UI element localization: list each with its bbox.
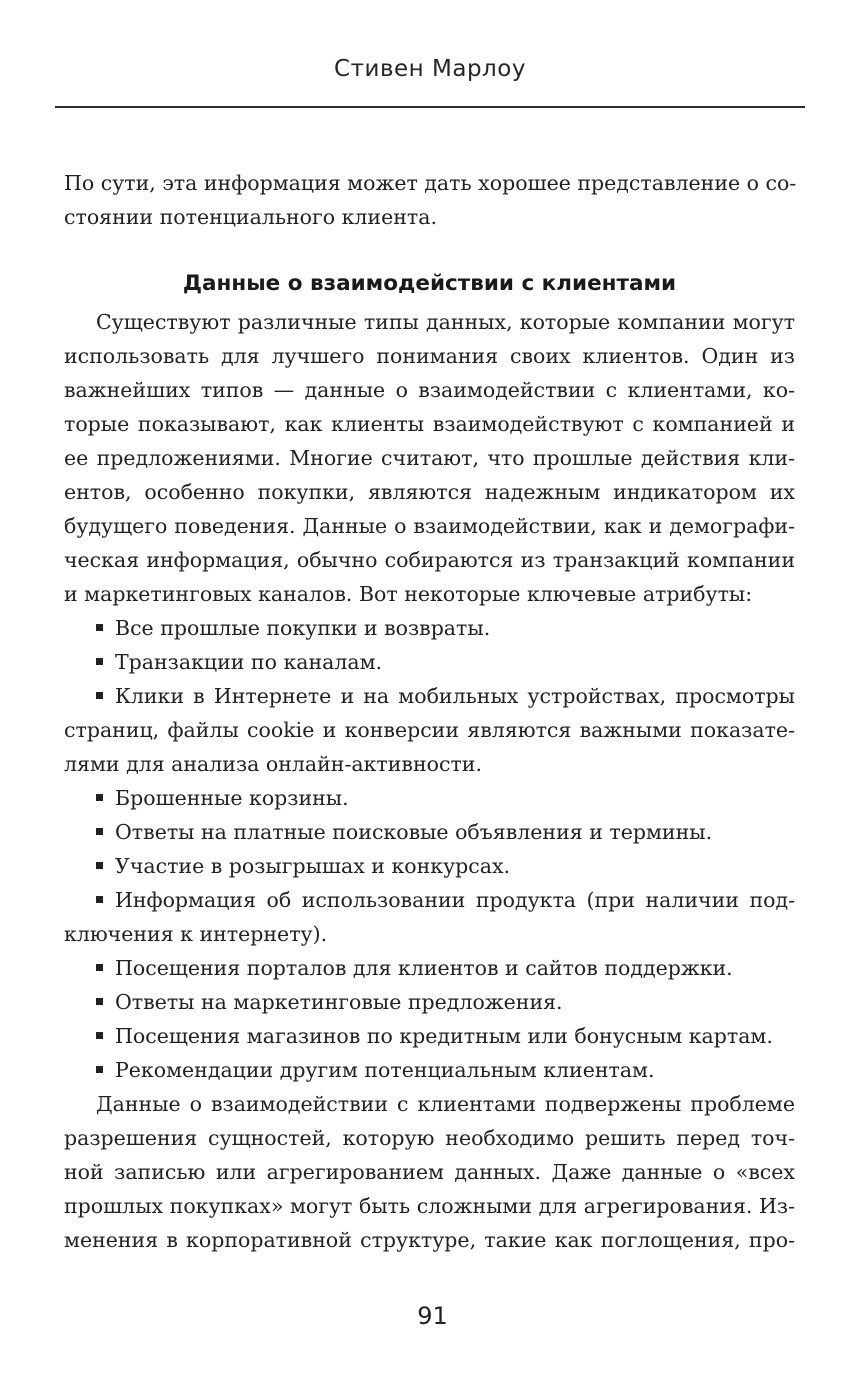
- bullet-item: Брошенные корзины.: [64, 781, 795, 815]
- bullet-square-icon: [96, 794, 103, 801]
- bullet-square-icon: [96, 896, 103, 903]
- bullet-item: Ответы на платные поисковые объявления и термины.: [64, 815, 795, 849]
- paragraph-line: Данные о взаимодействии с клиентами подвержены проблеме: [96, 1092, 795, 1116]
- paragraph-line: Существуют различные типы данных, которые компании могут: [96, 310, 795, 334]
- paragraph-line: ее предложениями. Многие считают, что прошлые действия кли-: [64, 446, 795, 470]
- paragraph-line: ческая информация, обычно собираются из транзакций компании: [64, 548, 795, 572]
- paragraph-line: прошлых покупках» могут быть сложными для агрегирования. Из-: [64, 1194, 795, 1218]
- bullet-item: Посещения порталов для клиентов и сайтов поддержки.: [64, 951, 795, 985]
- bullet-continuation-line: лями для анализа онлайн-активности.: [64, 752, 482, 776]
- bullet-square-icon: [96, 692, 103, 699]
- bullet-square-icon: [96, 658, 103, 665]
- section-heading: Данные о взаимодействии с клиентами: [182, 271, 677, 296]
- page-number: 91: [417, 1302, 448, 1330]
- bullet-square-icon: [96, 862, 103, 869]
- bullet-item: Посещения магазинов по кредитным или бонусным картам.: [64, 1019, 795, 1053]
- paragraph-line: менения в корпоративной структуре, такие как поглощения, про-: [64, 1228, 795, 1252]
- header-divider: [55, 106, 805, 108]
- intro-line: По сути, эта информация может дать хорошее представление о со-: [64, 171, 797, 195]
- bullet-continuation-line: ключения к интернету).: [64, 922, 328, 946]
- paragraph-line: торые показывают, как клиенты взаимодействуют с компанией и: [64, 412, 795, 436]
- bullet-item: Клики в Интернете и на мобильных устройствах, просмотры: [64, 679, 795, 713]
- paragraph-line: ной записью или агрегированием данных. Даже данные о «всех: [64, 1160, 795, 1184]
- paragraph-line: разрешения сущностей, которую необходимо решить перед точ-: [64, 1126, 795, 1150]
- paragraph-line: ентов, особенно покупки, являются надежным индикатором их: [64, 480, 795, 504]
- running-header: Стивен Марлоу: [334, 56, 526, 82]
- paragraph-line: использовать для лучшего понимания своих клиентов. Один из: [64, 344, 795, 368]
- bullet-square-icon: [96, 828, 103, 835]
- bullet-square-icon: [96, 998, 103, 1005]
- page-body: [64, 166, 795, 1257]
- bullet-continuation-line: страниц, файлы cookie и конверсии являются важными показате-: [64, 718, 795, 742]
- paragraph-line: и маркетинговых каналов. Вот некоторые ключевые атрибуты:: [64, 582, 753, 606]
- bullet-item: Информация об использовании продукта (при наличии под-: [64, 883, 795, 917]
- bullet-item: Ответы на маркетинговые предложения.: [64, 985, 795, 1019]
- bullet-item: Все прошлые покупки и возвраты.: [64, 611, 795, 645]
- paragraph-line: будущего поведения. Данные о взаимодействии, как и демографи-: [64, 514, 795, 538]
- bullet-square-icon: [96, 624, 103, 631]
- intro-line: стоянии потенциального клиента.: [64, 205, 437, 229]
- bullet-item: Транзакции по каналам.: [64, 645, 795, 679]
- paragraph-line: важнейших типов — данные о взаимодействии с клиентами, ко-: [64, 378, 795, 402]
- bullet-square-icon: [96, 964, 103, 971]
- bullet-square-icon: [96, 1032, 103, 1039]
- bullet-item: Рекомендации другим потенциальным клиентам.: [64, 1053, 795, 1087]
- bullet-item: Участие в розыгрышах и конкурсах.: [64, 849, 795, 883]
- bullet-square-icon: [96, 1066, 103, 1073]
